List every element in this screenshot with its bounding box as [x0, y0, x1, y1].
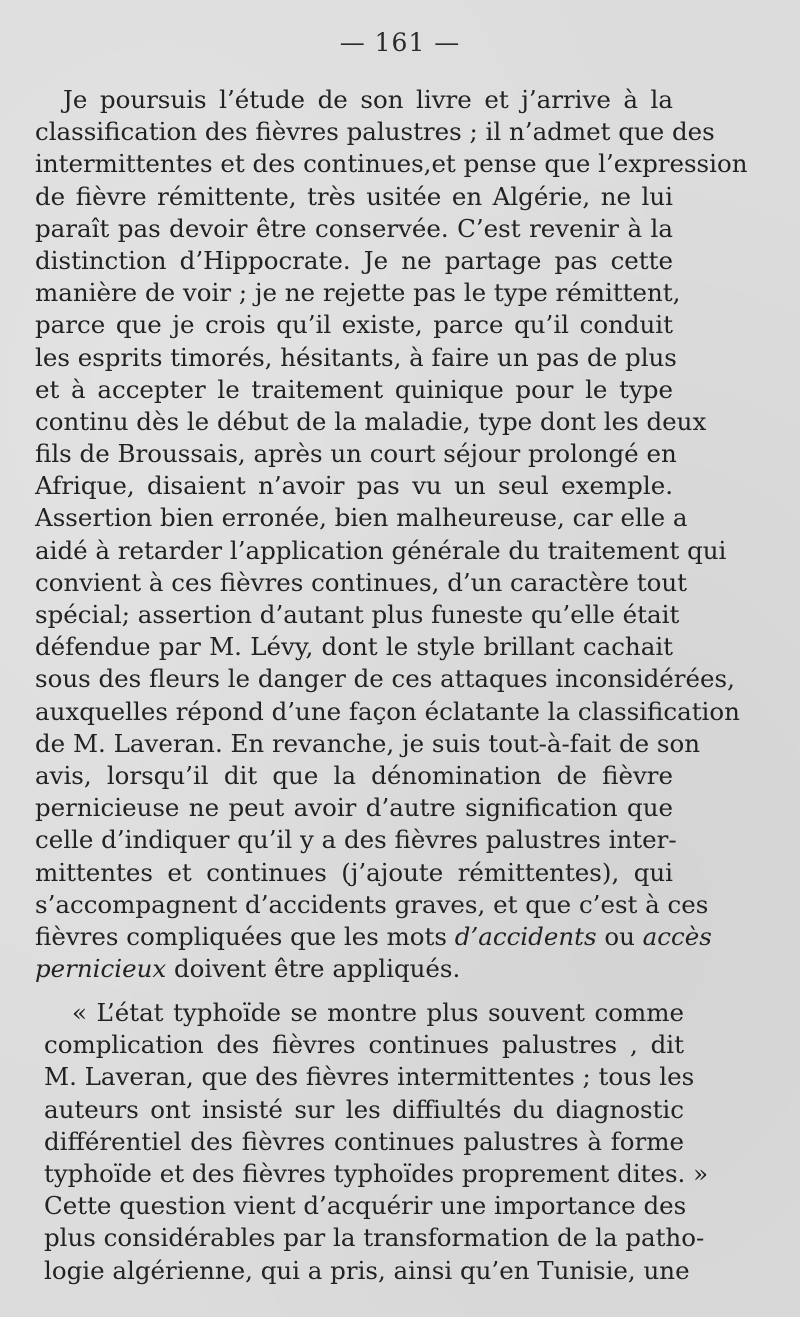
text-line: distinction d’Hippocrate. Je ne partage pas cette — [35, 245, 673, 275]
italic-term: d’accidents — [454, 921, 597, 951]
page-number: — 161 — — [339, 28, 461, 57]
text-line: manière de voir ; je ne rejette pas le type rémittent, — [35, 278, 681, 308]
text-line: différentiel des fièvres continues palustres à forme — [44, 1126, 684, 1156]
text-line — [35, 953, 673, 985]
text-line: Je poursuis l’étude de son livre et j’arrive à la — [63, 85, 673, 114]
text-line: défendue par M. Lévy, dont le style brillant cachait — [35, 632, 673, 662]
text-line: s’accompagnent d’accidents graves, et que c’est à ces — [35, 889, 709, 919]
paragraph-1 — [35, 84, 748, 985]
text-line: plus considérables par la transformation de la patho- — [44, 1223, 705, 1253]
text-line: de fièvre rémittente, très usitée en Algérie, ne lui — [35, 181, 673, 211]
text-fragment: doivent être appliqués. — [166, 954, 461, 984]
text-line: Afrique, disaient n’avoir pas vu un seul exemple. — [35, 471, 673, 501]
text-line: les esprits timorés, hésitants, à faire un pas de plus — [35, 342, 677, 372]
text-line: classification des fièvres palustres ; il n’admet que des — [35, 117, 715, 147]
text-line: Cette question vient d’acquérir une importance des — [44, 1191, 687, 1221]
text-line: sous des fleurs le danger de ces attaques inconsidérées, — [35, 664, 735, 694]
text-line — [35, 921, 712, 953]
text-line: mittentes et continues (j’ajoute rémittentes), qui — [35, 857, 673, 887]
text-line: parce que je crois qu’il existe, parce qu’il conduit — [35, 310, 673, 340]
text-fragment: ou — [596, 921, 643, 951]
text-line: logie algérienne, qui a pris, ainsi qu’en Tunisie, une — [44, 1255, 690, 1285]
text-line: M. Laveran, que des fièvres intermittentes ; tous les — [44, 1062, 695, 1092]
text-line: spécial; assertion d’autant plus funeste qu’elle était — [35, 600, 680, 629]
italic-term: accès — [642, 921, 712, 951]
text-line: pernicieuse ne peut avoir d’autre signification que — [35, 793, 673, 823]
paragraph-2 — [44, 997, 709, 1287]
italic-term: pernicieux — [35, 954, 167, 984]
text-line: fils de Broussais, après un court séjour prolongé en — [35, 439, 677, 469]
text-line: auteurs ont insisté sur les diffiultés du diagnostic — [44, 1094, 684, 1124]
text-line: convient à ces fièvres continues, d’un caractère tout — [35, 567, 687, 597]
text-line: aidé à retarder l’application générale du traitement qui — [35, 535, 727, 565]
text-line: auxquelles répond d’une façon éclatante la classification — [35, 696, 740, 726]
text-line: celle d’indiquer qu’il y a des fièvres palustres inter- — [35, 825, 677, 855]
text-line: typhoïde et des fièvres typhoïdes proprement dites. » — [44, 1158, 709, 1188]
text-line: et à accepter le traitement quinique pour le type — [35, 374, 673, 404]
text-line: continu dès le début de la maladie, type dont les deux — [35, 406, 707, 436]
text-line: intermittentes et des continues,et pense que l’expression — [35, 149, 748, 179]
text-fragment: fièvres compliquées que les mots — [35, 921, 455, 951]
text-line: paraît pas devoir être conservée. C’est revenir à la — [35, 213, 673, 243]
text-line: de M. Laveran. En revanche, je suis tout-à-fait de son — [35, 728, 701, 758]
text-line: Assertion bien erronée, bien malheureuse, car elle a — [35, 503, 688, 533]
text-line: complication des fièvres continues palustres , dit — [44, 1030, 684, 1060]
text-line: « L’état typhoïde se montre plus souvent comme — [72, 998, 684, 1027]
text-line: avis, lorsqu’il dit que la dénomination de fièvre — [35, 760, 673, 790]
